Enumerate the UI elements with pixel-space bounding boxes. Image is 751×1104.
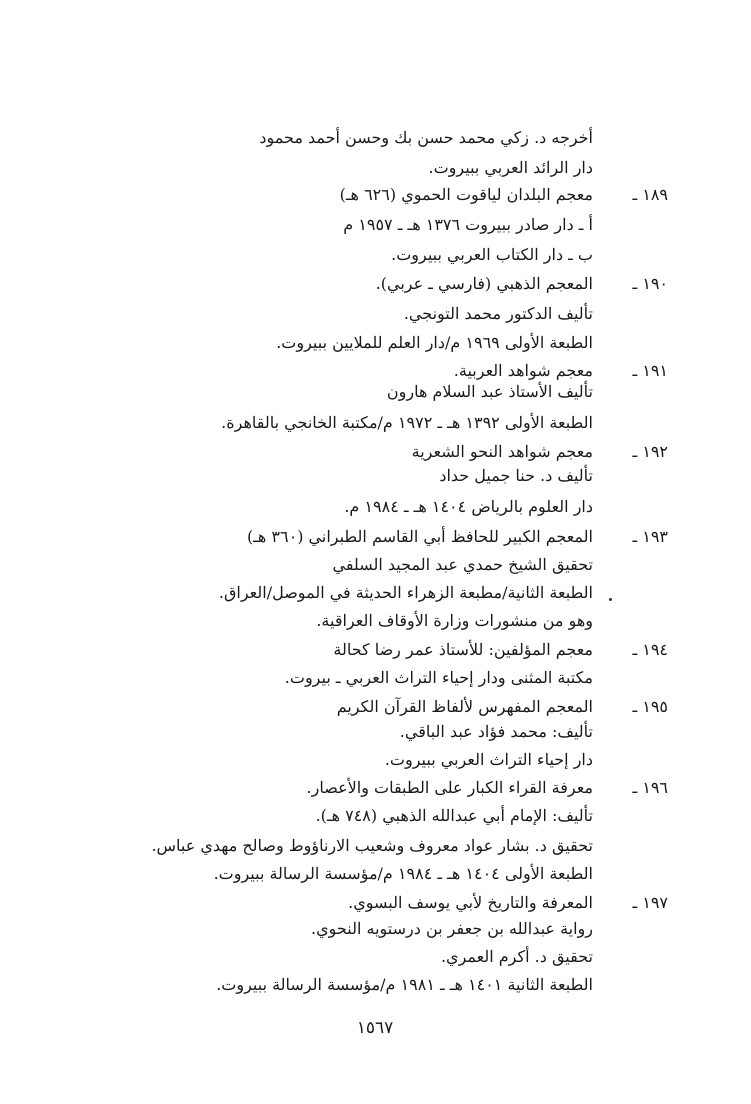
entry-number: ١٩٢ ـ (632, 442, 668, 461)
entry-title: المعجم المفهرس لألفاظ القرآن الكريم (336, 697, 593, 716)
text-line: تأليف: الإمام أبي عبدالله الذهبي (٧٤٨ هـ). (315, 806, 593, 825)
text-line: تأليف الأستاذ عبد السلام هارون (386, 382, 593, 401)
entry-title: المعجم الكبير للحافظ أبي القاسم الطبراني (٣٦٠ هـ) (246, 527, 593, 546)
entry-title: معجم البلدان لياقوت الحموي (٦٢٦ هـ) (339, 185, 593, 204)
text-line: ب ـ دار الكتاب العربي ببيروت. (391, 245, 593, 264)
text-line: رواية عبدالله بن جعفر بن درستويه النحوي. (311, 919, 593, 938)
text-line: أ ـ دار صادر ببيروت ١٣٧٦ هـ ـ ١٩٥٧ م (343, 215, 593, 234)
entry-number: ١٩٥ ـ (632, 697, 668, 716)
text-line: الطبعة الثانية/مطبعة الزهراء الحديثة في الموصل/العراق. (218, 583, 593, 602)
entry-title: معجم شواهد العربية. (453, 361, 593, 380)
text-line: تحقيق د. أكرم العمري. (440, 947, 593, 966)
entry-title: المعرفة والتاريخ لأبي يوسف البسوي. (348, 893, 593, 912)
text-line: تحقيق الشيخ حمدي عبد المجيد السلفي (332, 555, 593, 574)
entry-number: ١٩٣ ـ (632, 527, 668, 546)
text-line: دار العلوم بالرياض ١٤٠٤ هـ ـ ١٩٨٤ م. (344, 497, 593, 516)
text-line: تأليف د. حنا جميل حداد (439, 466, 593, 485)
entry-number: ١٩٧ ـ (632, 893, 668, 912)
entry-title: معرفة القراء الكبار على الطبقات والأعصار. (306, 778, 593, 797)
text-line: الطبعة الأولى ١٣٩٢ هـ ـ ١٩٧٢ م/مكتبة الخانجي بالقاهرة. (221, 413, 593, 432)
text-line: تحقيق د. بشار عواد معروف وشعيب الارناؤوط وصالح مهدي عباس. (151, 836, 593, 855)
text-line: أخرجه د. زكي محمد حسن بك وحسن أحمد محمود (259, 128, 593, 147)
page-number: ١٥٦٧ (356, 1018, 394, 1038)
print-speck (609, 598, 612, 601)
text-line: الطبعة الثانية ١٤٠١ هـ ـ ١٩٨١ م/مؤسسة الرسالة ببيروت. (216, 975, 593, 994)
entry-number: ١٩٠ ـ (632, 274, 668, 293)
text-line: الطبعة الأولى ١٤٠٤ هـ ـ ١٩٨٤ م/مؤسسة الرسالة ببيروت. (213, 864, 593, 883)
text-line: وهو من منشورات وزارة الأوقاف العراقية. (316, 611, 593, 630)
text-line: الطبعة الأولى ١٩٦٩ م/دار العلم للملايين ببيروت. (276, 333, 593, 352)
text-line: دار إحياء التراث العربي ببيروت. (384, 750, 593, 769)
entry-title: المعجم الذهبي (فارسي ـ عربي). (375, 274, 593, 293)
text-line: تأليف الدكتور محمد التونجي. (403, 304, 593, 323)
entry-number: ١٨٩ ـ (632, 185, 668, 204)
text-line: دار الرائد العربي ببيروت. (428, 158, 593, 177)
entry-title: معجم شواهد النحو الشعرية (411, 442, 593, 461)
entry-number: ١٩١ ـ (632, 361, 668, 380)
text-line: مكتبة المثنى ودار إحياء التراث العربي ـ بيروت. (284, 668, 593, 687)
entry-number: ١٩٤ ـ (632, 640, 668, 659)
entry-number: ١٩٦ ـ (632, 778, 668, 797)
text-line: تأليف: محمد فؤاد عبد الباقي. (399, 722, 593, 741)
entry-title: معجم المؤلفين: للأستاذ عمر رضا كحالة (333, 640, 593, 659)
